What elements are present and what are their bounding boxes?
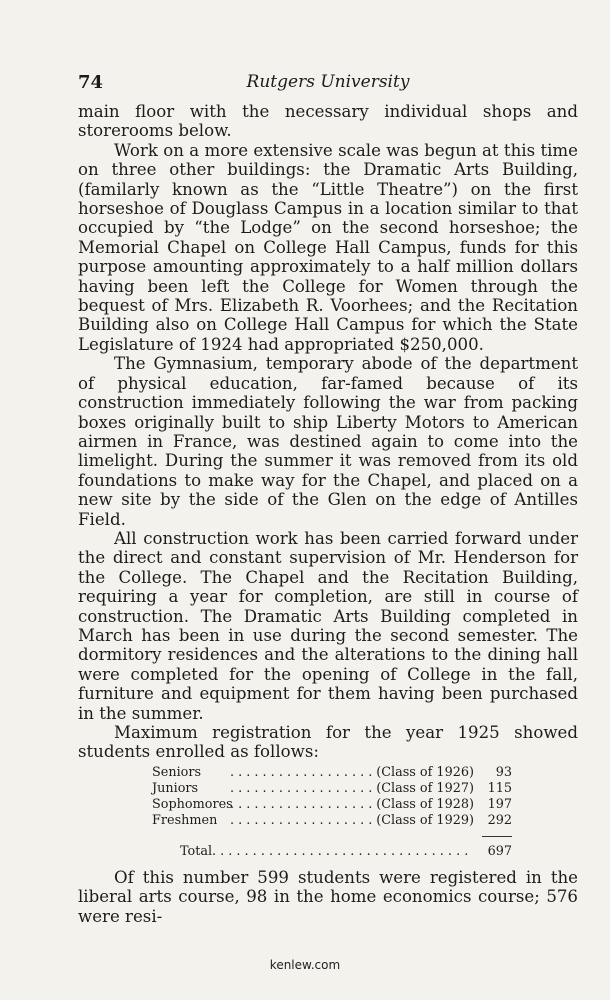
class-count: 197 (487, 796, 512, 812)
table-row (152, 781, 512, 797)
class-year: (Class of 1926) (376, 764, 474, 780)
class-count: 93 (495, 764, 512, 780)
class-year: (Class of 1928) (376, 796, 474, 812)
enrollment-table (152, 765, 512, 860)
class-count: 292 (487, 812, 512, 828)
class-name: Sophomores (152, 796, 233, 812)
dot-leader (230, 813, 374, 829)
class-count: 115 (487, 780, 512, 796)
page-header (78, 72, 578, 98)
total-rule (482, 836, 512, 837)
paragraph-continuation: main floor with the necessary individual shops and storerooms below. (78, 102, 578, 141)
class-year: (Class of 1929) (376, 812, 474, 828)
paragraph-registration: Maximum registration for the year 1925 showed students enrolled as follows: (78, 723, 578, 762)
running-title: Rutgers University (246, 72, 410, 92)
paragraph-courses: Of this number 599 students were registered in the liberal arts course, 98 in the home economics course; 576 were resi- (78, 867, 578, 926)
dot-leader (230, 765, 374, 781)
total-label: Total (180, 843, 213, 859)
class-name: Seniors (152, 764, 202, 780)
watermark: kenlew.com (269, 958, 341, 972)
page-number: 74 (78, 72, 104, 93)
table-row (152, 765, 512, 781)
total-value: 697 (487, 843, 512, 859)
paragraph-gymnasium: The Gymnasium, temporary abode of the department of physical education, far-famed because of its construction immediately following the war from packing boxes originally built to ship Liberty Motors to American airmen in France, was destined again to come into the limelight. During the summer it was removed from its old foundations to make way for the Chapel, and placed on a new site by the side of the Glen on the edge of Antilles Field. (78, 354, 578, 529)
table-row (152, 797, 512, 813)
table-row (152, 813, 512, 829)
dot-leader (212, 844, 472, 860)
class-name: Freshmen (152, 812, 218, 828)
total-row (152, 844, 512, 860)
paragraph-construction: Work on a more extensive scale was begun at this time on three other buildings: the Dramatic Arts Building, (familarly known as the “Little Theatre”) on the first horseshoe of Douglass Campus in a location similar to that occupied by “the Lodge” on the second horseshoe; the Memorial Chapel on College Hall Campus, funds for this purpose amounting approximately to a half million dollars having been left the College for Women through the bequest of Mrs. Elizabeth R. Voorhees; and the Recitation Building also on College Hall Campus for which the State Legislature of 1924 had appropriated $250,000. (78, 140, 578, 354)
dot-leader (230, 797, 374, 813)
class-year: (Class of 1927) (376, 780, 474, 796)
class-name: Juniors (152, 780, 199, 796)
body-text (78, 102, 578, 926)
dot-leader (230, 781, 374, 797)
paragraph-supervision: All construction work has been carried forward under the direct and constant supervision of Mr. Henderson for the College. The Chapel and the Recitation Building, requiring a year for completion, are still in course of construction. The Dramatic Arts Building completed in March has been in use during the second semester. The dormitory residences and the alterations to the dining hall were completed for the opening of College in the fall, furniture and equipment for them having been purchased in the summer. (78, 528, 578, 723)
